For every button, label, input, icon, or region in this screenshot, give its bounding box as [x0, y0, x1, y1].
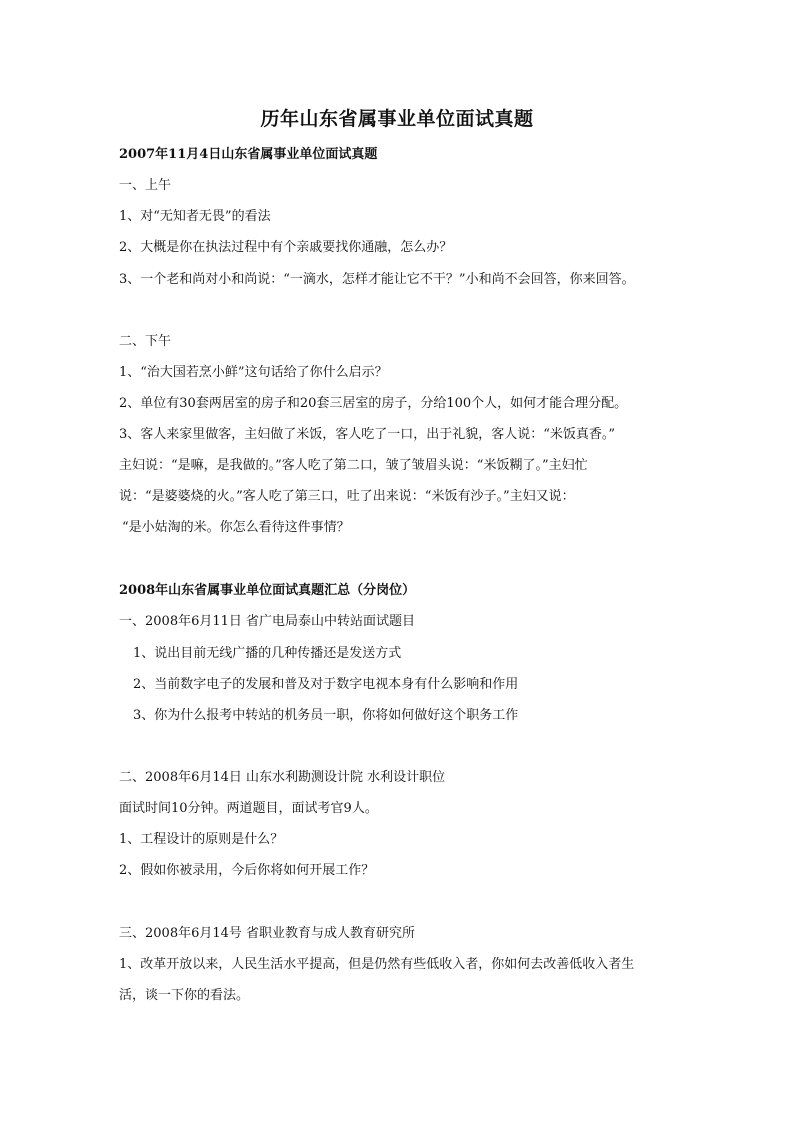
document-title: 历年山东省属事业单位面试真题 [260, 108, 534, 130]
subsection-label-morning: 一、上午 [119, 178, 172, 193]
question-text: 2、假如你被录用，今后你将如何开展工作？ [119, 863, 375, 878]
section-heading-2008: 2008年山东省属事业单位面试真题汇总（分岗位） [119, 583, 416, 598]
question-text-continued: 活，谈一下你的看法。 [119, 988, 250, 1003]
interview-note: 面试时间10分钟。两道题目，面试考官9人。 [119, 801, 378, 816]
subsection-label: 一、2008年6月11日 省广电局泰山中转站面试题目 [119, 614, 416, 629]
question-text: 1、改革开放以来，人民生活水平提高，但是仍然有些低收入者，你如何去改善低收入者生 [119, 957, 635, 972]
subsection-label: 三、2008年6月14号 省职业教育与成人教育研究所 [119, 926, 416, 941]
question-text: 1、“治大国若烹小鲜”这句话给了你什么启示？ [119, 365, 388, 380]
question-text-continued: “是小姑淘的米。你怎么看待这件事情？ [122, 520, 350, 535]
question-text: 2、单位有30套两居室的房子和20套三居室的房子，分给100个人，如何才能合理分配。 [119, 396, 628, 411]
question-text: 1、工程设计的原则是什么？ [119, 832, 284, 847]
question-text: 2、当前数字电子的发展和普及对于数字电视本身有什么影响和作用 [133, 677, 519, 692]
section-heading-2007: 2007年11月4日山东省属事业单位面试真题 [119, 147, 378, 162]
question-text: 3、客人来家里做客，主妇做了米饭，客人吃了一口，出于礼貌，客人说：“米饭真香。” [119, 427, 616, 442]
subsection-label-afternoon: 二、下午 [119, 334, 172, 349]
question-text: 2、大概是你在执法过程中有个亲戚要找你通融，怎么办？ [119, 240, 453, 255]
question-text: 1、说出目前无线广播的几种传播还是发送方式 [133, 646, 402, 661]
subsection-label: 二、2008年6月14日 山东水利勘测设计院 水利设计职位 [119, 770, 446, 785]
question-text-continued: 说：“是婆婆烧的火。”客人吃了第三口，吐了出来说：“米饭有沙子。”主妇又说： [119, 489, 575, 504]
question-text-continued: 主妇说：“是嘛，是我做的。”客人吃了第二口，皱了皱眉头说：“米饭糊了。”主妇忙 [119, 458, 588, 473]
question-text: 3、一个老和尚对小和尚说：“一滴水，怎样才能让它不干？”小和尚不会回答，你来回答。 [119, 272, 635, 287]
question-text: 1、对“无知者无畏”的看法 [119, 209, 271, 224]
question-text: 3、你为什么报考中转站的机务员一职，你将如何做好这个职务工作 [133, 708, 519, 723]
